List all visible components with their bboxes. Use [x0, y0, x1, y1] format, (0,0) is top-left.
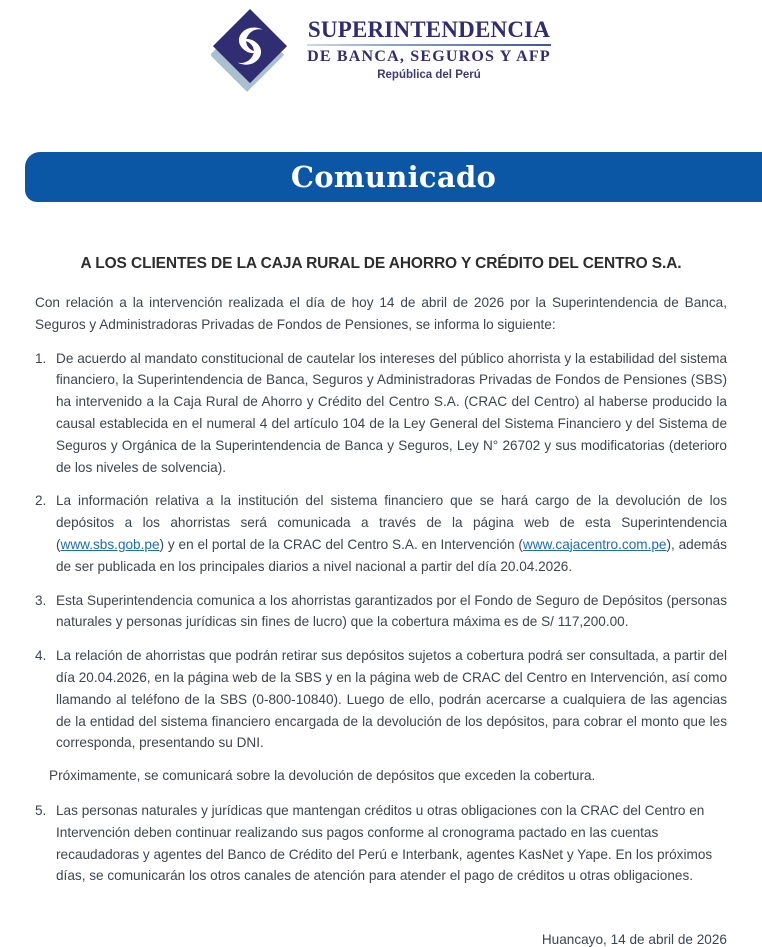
link-www.sbs.gob.pe[interactable]: www.sbs.gob.pe: [60, 536, 160, 552]
link-www.cajacentro.com.pe[interactable]: www.cajacentro.com.pe: [522, 536, 667, 552]
item-text: La información relativa a la institución del sistema financiero que se hará cargo de la devolución de los depósitos a los ahorristas será comunicada a través de la página web de esta Superintendencia (www.sbs.gob.pe) y en el portal de la CRAC del Centro S.A. en Intervención (www.cajacentro.com.pe), además de ser publicada en los principales diarios a nivel nacional a partir del día 20.04.2026.: [56, 493, 727, 574]
comunicado-banner: [25, 152, 762, 202]
document-content: [35, 202, 727, 947]
item-number: 4.: [35, 648, 47, 664]
list-item-2: [35, 490, 727, 577]
item-text: La relación de ahorristas que podrán retirar sus depósitos sujetos a cobertura podrá ser consultada, a partir del día 20.04.2026, en la página web de la SBS y en la página web de CRAC del Centro en Intervención, así como llamando al teléfono de la SBS (0-800-10840). Luego de ello, podrán acercarse a cualquiera de las agencias de la entidad del sistema financiero encargada de la devolución de los depósitos, para cobrar el monto que les corresponda, presentando su DNI.: [56, 648, 727, 751]
item-text: De acuerdo al mandato constitucional de cautelar los intereses del público ahorrista y la estabilidad del sistema financiero, la Superintendencia de Banca, Seguros y Administradoras Privadas de Fondos de Pensiones (SBS) ha intervenido a la Caja Rural de Ahorro y Crédito del Centro S.A. (CRAC del Centro) al haberse producido la causal establecida en el numeral 4 del artículo 104 de la Ley General del Sistema Financiero y del Sistema de Seguros y Orgánica de la Superintendencia de Banca y Seguros, Ley N° 26702 y sus modificatorias (deterioro de los niveles de solvencia).: [56, 350, 727, 475]
item-number: 2.: [35, 493, 47, 509]
page-header: [0, 0, 762, 92]
item-number: 3.: [35, 592, 47, 608]
numbered-list: [35, 348, 727, 888]
item-note: Próximamente, se comunicará sobre la devolución de depósitos que exceden la cobertura.: [49, 768, 596, 784]
list-item-5: [35, 800, 727, 887]
item-text: Esta Superintendencia comunica a los ahorristas garantizados por el Fondo de Seguro de Depósitos (personas naturales y personas jurídicas sin fines de lucro) que la cobertura máxima es de S/ 117,200.00.: [56, 592, 727, 630]
list-item-3: [35, 590, 727, 634]
logo-text-block: [307, 18, 551, 81]
item-number: 1.: [35, 350, 47, 366]
org-tagline: República del Perú: [377, 69, 481, 82]
list-item-1: [35, 348, 727, 479]
list-item-4: [35, 645, 727, 754]
sbs-logo: [211, 8, 551, 92]
org-subtitle: DE BANCA, SEGUROS Y AFP: [307, 48, 551, 66]
item-text: Las personas naturales y jurídicas que mantengan créditos u otras obligaciones con la CRAC del Centro en Intervención deben continuar realizando sus pagos conforme al cronograma pactado en las cuentas recaudadoras y agentes del Banco de Crédito del Perú e Interbank, agentes KasNet y Yape. En los próximos días, se comunicarán los otros canales de atención para atender el pago de créditos u otras obligaciones.: [56, 802, 713, 884]
org-name: SUPERINTENDENCIA: [307, 17, 551, 42]
item-number: 5.: [35, 802, 47, 818]
intro-paragraph: Con relación a la intervención realizada el día de hoy 14 de abril de 2026 por la Superintendencia de Banca, Seguros y Administradoras Privadas de Fondos de Pensiones, se informa lo siguiente:: [35, 295, 727, 332]
document-heading: A LOS CLIENTES DE LA CAJA RURAL DE AHORRO Y CRÉDITO DEL CENTRO S.A.: [80, 255, 682, 272]
logo-divider: [307, 44, 551, 46]
sbs-diamond-logo-icon: [211, 8, 289, 92]
closing-dateline: Huancayo, 14 de abril de 2026: [541, 932, 727, 947]
banner-title: Comunicado: [290, 160, 497, 194]
